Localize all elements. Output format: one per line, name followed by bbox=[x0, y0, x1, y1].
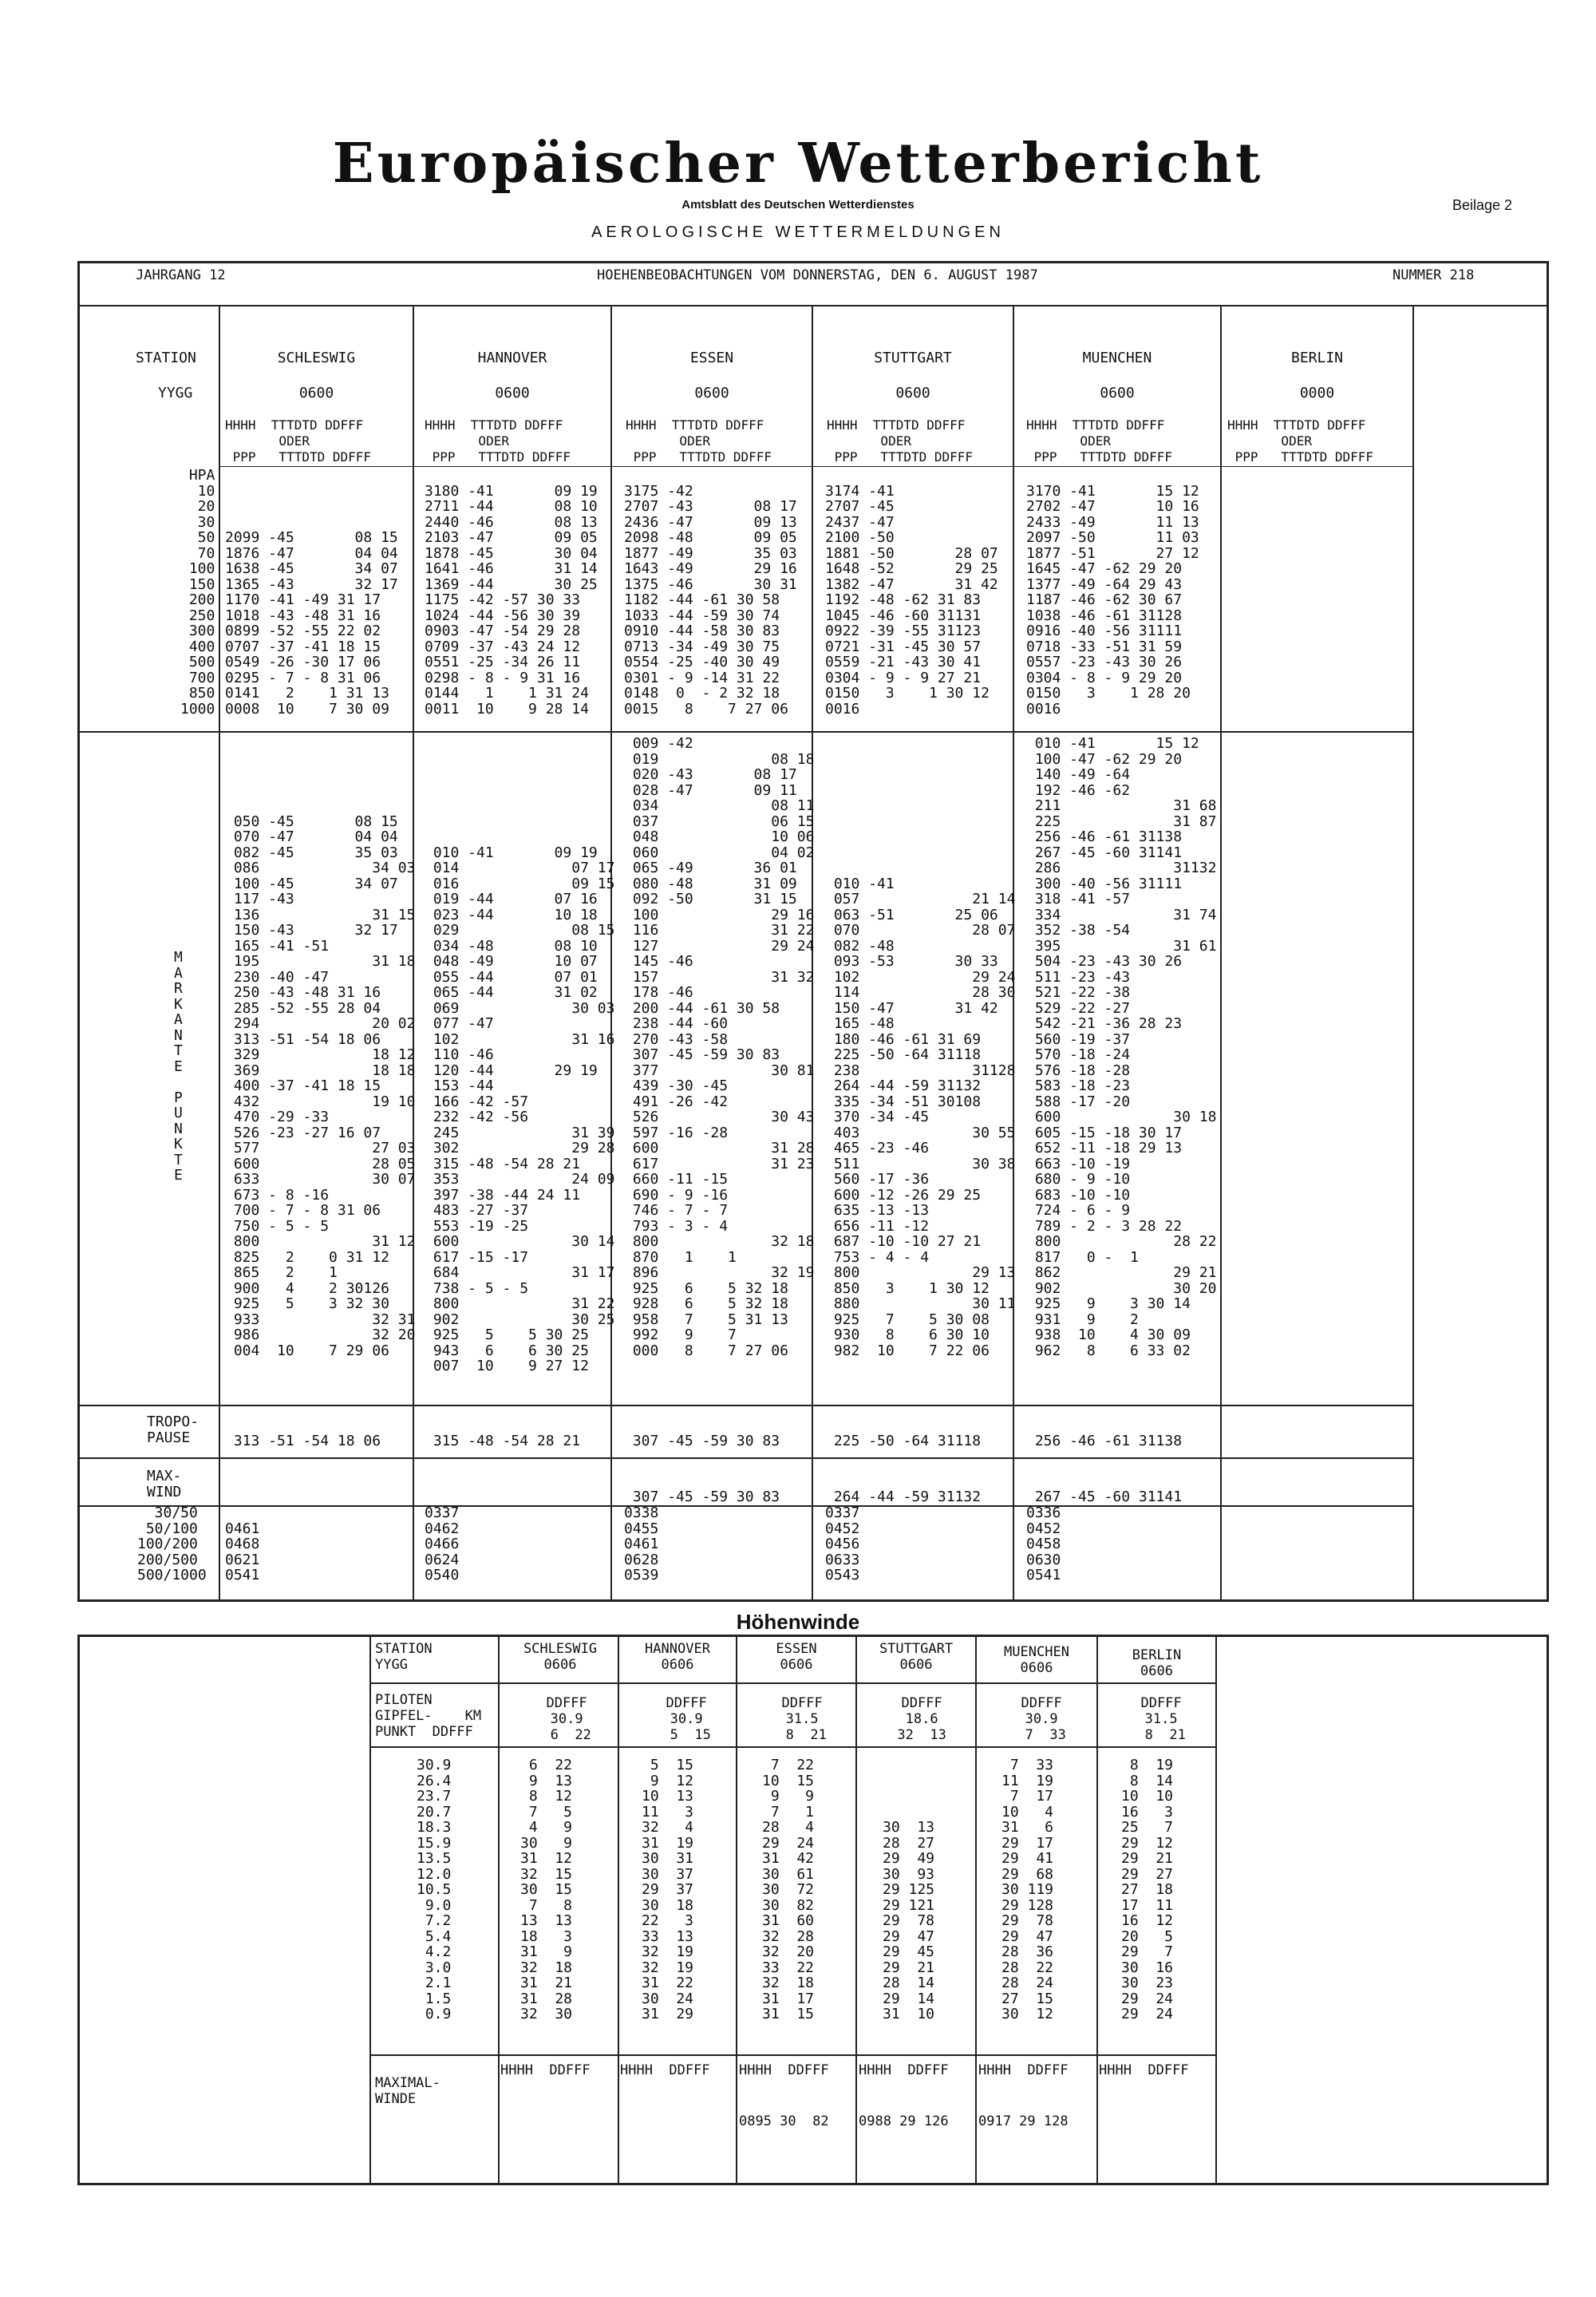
page-subtitle: Amtsblatt des Deutschen Wetterdienstes bbox=[681, 198, 915, 212]
gipfel-muenchen: DDFFF 30.9 7 33 bbox=[1021, 1695, 1066, 1743]
station-name-essen: ESSEN bbox=[689, 350, 734, 366]
hpa-labels: HPA 10 20 30 50 70 100 150 200 250 300 400 500 700 850 1000 bbox=[180, 467, 215, 718]
station-time-hannover: 0600 bbox=[495, 385, 530, 401]
winds-schleswig: 6 22 9 13 8 12 7 5 4 9 30 9 31 12 32 15 30 15 7 8 13 13 18 3 31 9 32 18 31 21 31 28 32 30 bbox=[520, 1757, 573, 2022]
winds-station-berlin: BERLIN 0606 bbox=[1132, 1647, 1182, 1679]
shear-labels: 30/50 50/100 100/200 200/500 500/1000 bbox=[137, 1504, 207, 1583]
section-title: AEROLOGISCHE WETTERMELDUNGEN bbox=[591, 223, 1005, 241]
max-wind-muenchen: 0917 29 128 bbox=[978, 2113, 1069, 2129]
gipfel-essen: DDFFF 31.5 8 21 bbox=[781, 1695, 827, 1743]
shear-stuttgart: 0337 0452 0456 0633 0543 bbox=[825, 1504, 860, 1583]
markante-data-muenchen: 010 -41 15 12 100 -47 -62 29 20 140 -49 -64 192 -46 -62 211 31 68 225 31 87 256 -46 -61 31138 267 -45 -60 31141 286 31132 300 -40 -56 31111 318 -41 -57 334 31 74 352 -38 -54 395 31 61 504 -23 -43 30 26 511 -23 -43 521 -22 -38 529 -22 -27 542 -21 -36 28 23 560 -19 -37 570 -18 -24 576 -18 -28 583 -18 -23 588 -17 -20 600 30 18 605 -15 -18 30 17 652 -11 -18 29 13 663 -10 -19 680 - 9 -10 683 -10 -10 724 - 6 - 9 789 - 2 - 3 28 22 800 28 22 817 0 - 1 862 29 21 902 30 20 925 9 3 30 14 931 9 2 938 10 4 30 09 962 8 6 33 02 bbox=[1034, 735, 1217, 1359]
tropopause-essen: 307 -45 -59 30 83 bbox=[624, 1433, 780, 1449]
col-header: HHHH TTTDTD DDFFF ODER PPP TTTDTD DDFFF bbox=[827, 417, 974, 465]
col-header: HHHH TTTDTD DDFFF ODER PPP TTTDTD DDFFF bbox=[626, 417, 772, 465]
tropopause-muenchen: 256 -46 -61 31138 bbox=[1026, 1433, 1183, 1449]
winds-stuttgart: 30 13 28 27 29 49 30 93 29 125 29 121 29 78 29 47 29 45 29 21 28 14 29 14 31 10 bbox=[883, 1819, 935, 2022]
gipfel-berlin: DDFFF 31.5 8 21 bbox=[1140, 1695, 1186, 1743]
winds-station-stuttgart: STUTTGART 0606 bbox=[879, 1641, 954, 1673]
station-time-stuttgart: 0600 bbox=[895, 385, 930, 401]
piloten-gipfel-label: PILOTEN GIPFEL- KM PUNKT DDFFF bbox=[375, 1692, 482, 1740]
winds-hannover: 5 15 9 12 10 13 11 3 32 4 31 19 30 31 30 37 29 37 30 18 22 3 33 13 32 19 32 19 31 22 30 24 31 29 bbox=[642, 1757, 694, 2022]
gipfel-schleswig: DDFFF 30.9 6 22 bbox=[546, 1695, 591, 1743]
hpa-data-hannover: 3180 -41 09 19 2711 -44 08 10 2440 -46 08 13 2103 -47 09 05 1878 -45 30 04 1641 -46 31 14 1369 -44 30 25 1175 -42 -57 30 33 1024 -44 -56 30 39 0903 -47 -54 29 28 0709 -37 -43 24 12 0551 -25 -34 26 11 0298 - 8 - 9 31 16 0144 1 1 31 24 0011 10 9 28 14 bbox=[425, 482, 598, 718]
col-header: HHHH TTTDTD DDFFF ODER PPP TTTDTD DDFFF bbox=[225, 417, 372, 465]
winds-essen: 7 22 10 15 9 9 7 1 28 4 29 24 31 42 30 61 30 72 30 82 31 60 32 28 32 20 33 22 32 18 31 17 31 15 bbox=[762, 1757, 815, 2022]
max-wind-stuttgart: 0988 29 126 bbox=[859, 2113, 949, 2129]
max-header: HHHH DDFFF bbox=[739, 2062, 829, 2078]
station-name-schleswig: SCHLESWIG bbox=[277, 350, 356, 366]
tropopause-label: TROPO- PAUSE bbox=[147, 1413, 200, 1446]
winds-station-schleswig: SCHLESWIG 0606 bbox=[523, 1641, 598, 1673]
hoehenwinde-title: Höhenwinde bbox=[736, 1610, 860, 1634]
tropopause-hannover: 315 -48 -54 28 21 bbox=[425, 1433, 581, 1449]
shear-essen: 0338 0455 0461 0628 0539 bbox=[624, 1504, 659, 1583]
col-header: HHHH TTTDTD DDFFF ODER PPP TTTDTD DDFFF bbox=[1227, 417, 1374, 465]
station-name-muenchen: MUENCHEN bbox=[1082, 350, 1152, 366]
col-header: HHHH TTTDTD DDFFF ODER PPP TTTDTD DDFFF bbox=[1026, 417, 1173, 465]
maximalwinde-label: MAXIMAL- WINDE bbox=[375, 2075, 440, 2107]
markante-punkte-label: M A R K A N T E P U N K T E bbox=[174, 949, 183, 1184]
max-header: HHHH DDFFF bbox=[1099, 2062, 1189, 2078]
station-name-hannover: HANNOVER bbox=[477, 350, 547, 366]
tropopause-stuttgart: 225 -50 -64 31118 bbox=[825, 1433, 982, 1449]
shear-hannover: 0337 0462 0466 0624 0540 bbox=[425, 1504, 460, 1583]
date-line: HOEHENBEOBACHTUNGEN VOM DONNERSTAG, DEN 6. AUGUST 1987 bbox=[597, 267, 1038, 283]
hpa-data-muenchen: 3170 -41 15 12 2702 -47 10 16 2433 -49 11 13 2097 -50 11 03 1877 -51 27 12 1645 -47 -62 29 20 1377 -49 -64 29 43 1187 -46 -62 30 67 1038 -46 -61 31128 0916 -40 -56 31111 0718 -33 -51 31 59 0557 -23 -43 30 26 0304 - 8 - 9 29 20 0150 3 1 28 20 0016 bbox=[1026, 482, 1199, 718]
col-header: HHHH TTTDTD DDFFF ODER PPP TTTDTD DDFFF bbox=[425, 417, 571, 465]
jahrgang: JAHRGANG 12 bbox=[136, 267, 226, 283]
page-title: Europäischer Wetterbericht bbox=[332, 132, 1264, 196]
gipfel-stuttgart: DDFFF 18.6 32 13 bbox=[897, 1695, 946, 1743]
maxwind-muenchen: 267 -45 -60 31141 bbox=[1026, 1489, 1183, 1505]
hpa-data-stuttgart: 3174 -41 2707 -45 2437 -47 2100 -50 1881 -50 28 07 1648 -52 29 25 1382 -47 31 42 1192 -48 -62 31 83 1045 -46 -60 31131 0922 -39 -55 31123 0721 -31 -45 30 57 0559 -21 -43 30 41 0304 - 9 - 9 27 21 0150 3 1 30 12 0016 bbox=[825, 482, 998, 718]
max-header: HHHH DDFFF bbox=[500, 2062, 591, 2078]
station-name-berlin: BERLIN bbox=[1290, 350, 1344, 366]
issue-number: NUMMER 218 bbox=[1393, 267, 1475, 283]
hpa-data-essen: 3175 -42 2707 -43 08 17 2436 -47 09 13 2098 -48 09 05 1877 -49 35 03 1643 -49 29 16 1375 -46 30 31 1182 -44 -61 30 58 1033 -44 -59 30 74 0910 -44 -58 30 83 0713 -34 -49 30 75 0554 -25 -40 30 49 0301 - 9 -14 31 22 0148 0 - 2 32 18 0015 8 7 27 06 bbox=[624, 482, 797, 718]
winds-muenchen: 7 33 11 19 7 17 10 4 31 6 29 17 29 41 29 68 30 119 29 128 29 78 29 47 28 36 28 22 28 24 27 15 30 12 bbox=[1001, 1757, 1054, 2022]
yygg-label: YYGG bbox=[158, 385, 193, 401]
markante-data-schleswig: 050 -45 08 15 070 -47 04 04 082 -45 35 03 086 34 03 100 -45 34 07 117 -43 136 31 15 150 -43 32 17 165 -41 -51 195 31 18 230 -40 -47 250 -43 -48 31 16 285 -52 -55 28 04 294 20 02 313 -51 -54 18 06 329 18 12 369 18 18 400 -37 -41 18 15 432 19 10 470 -29 -33 526 -23 -27 16 07 577 27 03 600 28 05 633 30 07 673 - 8 -16 700 - 7 - 8 31 06 750 - 5 - 5 800 31 12 825 2 0 31 12 865 2 1 900 4 2 30126 925 5 3 32 30 933 32 31 986 32 20 004 10 7 29 06 bbox=[233, 812, 416, 1359]
maxwind-stuttgart: 264 -44 -59 31132 bbox=[825, 1489, 982, 1505]
markante-data-hannover: 010 -41 09 19 014 07 17 016 09 15 019 -44 07 16 023 -44 10 18 029 08 15 034 -48 08 10 048 -49 10 07 055 -44 07 01 065 -44 31 02 069 30 03 077 -47 102 31 16 110 -46 120 -44 29 19 153 -44 166 -42 -57 232 -42 -56 245 31 39 302 29 28 315 -48 -54 28 21 353 24 09 397 -38 -44 24 11 483 -27 -37 553 -19 -25 600 30 14 617 -15 -17 684 31 17 738 - 5 - 5 800 31 22 902 30 25 925 5 5 30 25 943 6 6 30 25 007 10 9 27 12 bbox=[433, 844, 615, 1374]
maxwind-label: MAX- WIND bbox=[147, 1468, 182, 1500]
station-time-muenchen: 0600 bbox=[1100, 385, 1135, 401]
shear-muenchen: 0336 0452 0458 0630 0541 bbox=[1026, 1504, 1061, 1583]
max-header: HHHH DDFFF bbox=[978, 2062, 1069, 2078]
station-label: STATION bbox=[136, 350, 196, 366]
station-time-schleswig: 0600 bbox=[298, 385, 334, 401]
winds-station-essen: ESSEN 0606 bbox=[776, 1641, 817, 1673]
winds-heights: 30.9 26.4 23.7 20.7 18.3 15.9 13.5 12.0 10.5 9.0 7.2 5.4 4.2 3.0 2.1 1.5 0.9 bbox=[417, 1757, 452, 2022]
markante-data-essen: 009 -42 019 08 18 020 -43 08 17 028 -47 09 11 034 08 11 037 06 15 048 10 06 060 04 02 065 -49 36 01 080 -48 31 09 092 -50 31 15 100 29 16 116 31 22 127 29 24 145 -46 157 31 32 178 -46 200 -44 -61 30 58 238 -44 -60 270 -43 -58 307 -45 -59 30 83 377 30 81 439 -30 -45 491 -26 -42 526 30 43 597 -16 -28 600 31 28 617 31 23 660 -11 -15 690 - 9 -16 746 - 7 - 7 793 - 3 - 4 800 32 18 870 1 1 896 32 19 925 6 5 32 18 928 6 5 32 18 958 7 5 31 13 992 9 7 000 8 7 27 06 bbox=[632, 735, 815, 1359]
station-time-berlin: 0000 bbox=[1299, 385, 1335, 401]
max-wind-essen: 0895 30 82 bbox=[739, 2113, 829, 2129]
winds-station-muenchen: MUENCHEN 0606 bbox=[1004, 1644, 1069, 1676]
beilage-label: Beilage 2 bbox=[1452, 197, 1513, 213]
markante-data-stuttgart: 010 -41 057 21 14 063 -51 25 06 070 28 07 082 -48 093 -53 30 33 102 29 24 114 28 30 150 -47 31 42 165 -48 180 -46 -61 31 69 225 -50 -64 31118 238 31128 264 -44 -59 31132 335 -34 -51 30108 370 -34 -45 403 30 55 465 -23 -46 511 30 38 560 -17 -36 600 -12 -26 29 25 635 -13 -13 656 -11 -12 687 -10 -10 27 21 753 - 4 - 4 800 29 13 850 3 1 30 12 880 30 11 925 7 5 30 08 930 8 6 30 10 982 10 7 22 06 bbox=[833, 875, 1016, 1359]
shear-schleswig: 0461 0468 0621 0541 bbox=[225, 1520, 260, 1583]
hpa-data-schleswig: 2099 -45 08 15 1876 -47 04 04 1638 -45 34 07 1365 -43 32 17 1170 -41 -49 31 17 1018 -43 -48 31 16 0899 -52 -55 22 02 0707 -37 -41 18 15 0549 -26 -30 17 06 0295 - 7 - 8 31 06 0141 2 1 31 13 0008 10 7 30 09 bbox=[225, 529, 398, 718]
max-header: HHHH DDFFF bbox=[859, 2062, 949, 2078]
winds-berlin: 8 19 8 14 10 10 16 3 25 7 29 12 29 21 29 27 27 18 17 11 16 12 20 5 29 7 30 16 30 23 29 24 29 24 bbox=[1121, 1757, 1174, 2022]
maxwind-essen: 307 -45 -59 30 83 bbox=[624, 1489, 780, 1505]
winds-station-hannover: HANNOVER 0606 bbox=[645, 1641, 710, 1673]
station-time-essen: 0600 bbox=[694, 385, 729, 401]
tropopause-schleswig: 313 -51 -54 18 06 bbox=[225, 1433, 381, 1449]
station-name-stuttgart: STUTTGART bbox=[874, 350, 952, 366]
gipfel-hannover: DDFFF 30.9 5 15 bbox=[666, 1695, 711, 1743]
max-header: HHHH DDFFF bbox=[620, 2062, 710, 2078]
winds-station-label: STATION YYGG bbox=[375, 1641, 433, 1673]
